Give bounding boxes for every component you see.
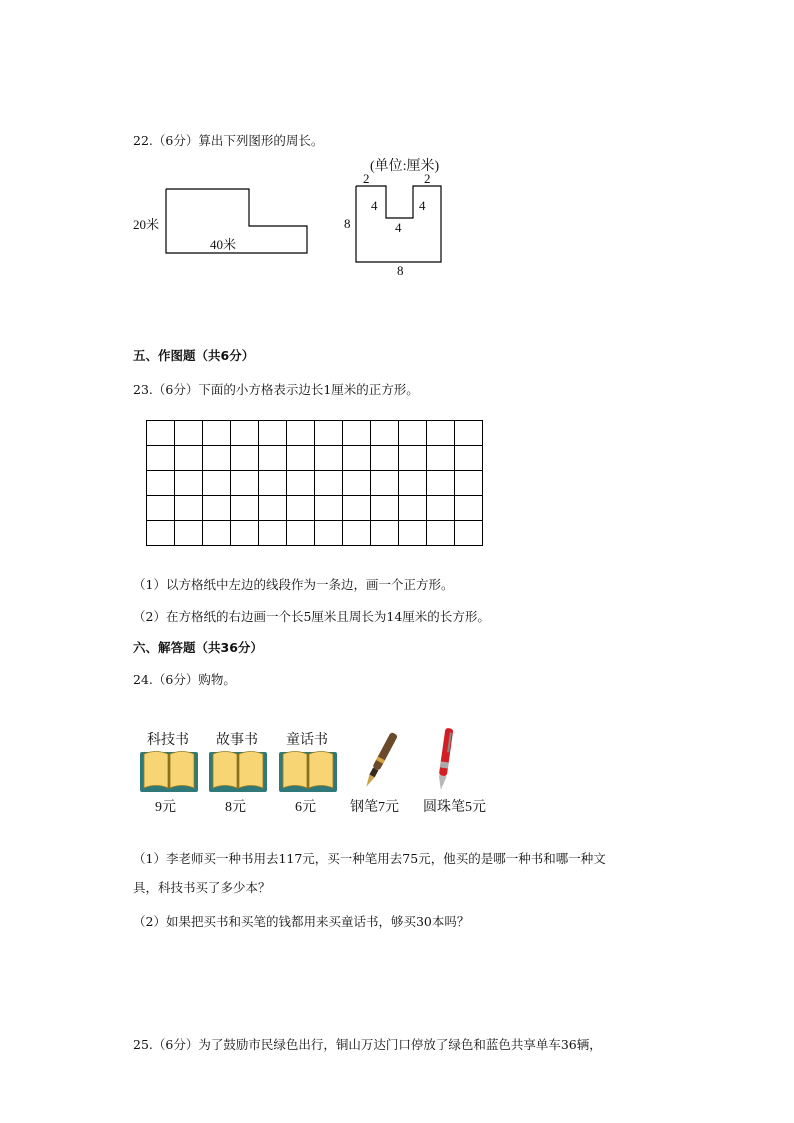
q24-title: 24.（6分）购物。 (133, 672, 236, 687)
q22-title: 22.（6分）算出下列图形的周长。 (133, 133, 324, 148)
fig2-top-left-label: 2 (363, 171, 370, 186)
item-name-fairy-tale-book: 童话书 (286, 733, 328, 748)
q25-line1: 25.（6分）为了鼓励市民绿色出行，铜山万达门口停放了绿色和蓝色共享单车36辆， (133, 1037, 602, 1052)
item-name-science-book: 科技书 (147, 733, 189, 748)
fig2-notch-right-label: 4 (419, 198, 426, 213)
q24-sub1-line1: （1）李老师买一种书用去117元，买一种笔用去75元，他买的是哪一种书和哪一种文 (133, 851, 606, 866)
fig2-unit-label: (单位:厘米) (370, 159, 440, 174)
q23-sub2: （2）在方格纸的右边画一个长5厘米且周长为14厘米的长方形。 (133, 609, 490, 624)
item-price-story-book: 8元 (225, 800, 246, 815)
ballpoint-pen-icon (430, 726, 460, 794)
fig2-notch-bottom-label: 4 (395, 220, 402, 235)
section5-title: 五、作图题（共6分） (133, 348, 255, 363)
item-name-story-book: 故事书 (216, 733, 258, 748)
q23-sub1: （1）以方格纸中左边的线段作为一条边，画一个正方形。 (133, 577, 454, 592)
fig1-width-label: 40米 (210, 237, 237, 252)
book-icon (278, 748, 338, 794)
book-icon (139, 748, 199, 794)
fig2-bottom-label: 8 (397, 263, 404, 278)
figure-l-shape (160, 185, 315, 260)
q24-sub1-line2: 具，科技书买了多少本？ (133, 880, 271, 895)
fig1-height-label: 20米 (133, 217, 160, 232)
fountain-pen-icon (360, 728, 400, 794)
section6-title: 六、解答题（共36分） (133, 640, 263, 655)
fig2-left-label: 8 (344, 216, 351, 231)
fig2-top-right-label: 2 (424, 171, 431, 186)
item-price-science-book: 9元 (155, 800, 176, 815)
item-ballpoint-pen: 圆珠笔5元 (423, 800, 486, 815)
grid-paper (146, 420, 483, 546)
fig2-notch-left-label: 4 (371, 198, 378, 213)
q23-title: 23.（6分）下面的小方格表示边长1厘米的正方形。 (133, 382, 419, 397)
item-price-fairy-tale-book: 6元 (295, 800, 316, 815)
item-fountain-pen: 钢笔7元 (350, 800, 399, 815)
q24-sub2: （2）如果把买书和买笔的钱都用来买童话书，够买30本吗？ (133, 914, 470, 929)
book-icon (208, 748, 268, 794)
